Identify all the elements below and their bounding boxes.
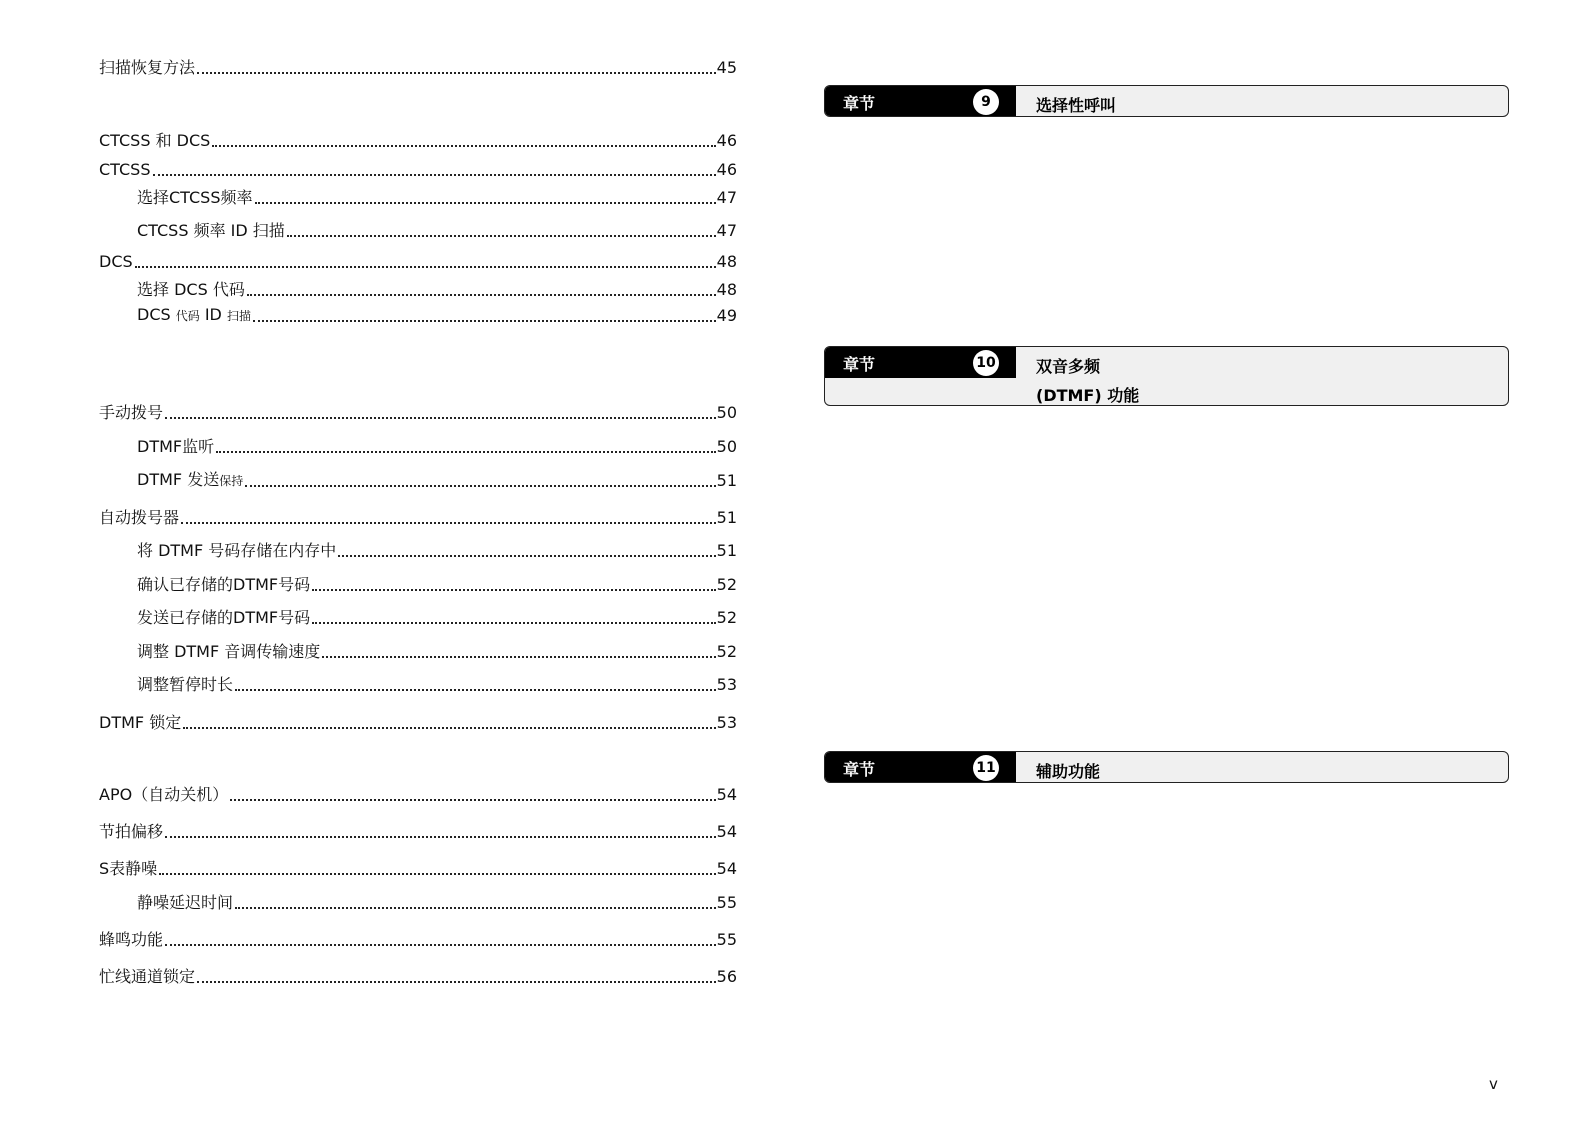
dot-leader: [235, 689, 716, 691]
toc-entry: [99, 502, 737, 528]
dot-leader: [159, 873, 715, 875]
toc-label-part: DTMF 发送: [137, 470, 220, 489]
toc-label: [137, 305, 251, 326]
toc-label: DTMF监听: [137, 437, 215, 456]
chapter-tab: [825, 86, 1016, 117]
dot-leader: [165, 836, 716, 838]
dot-leader: [338, 555, 715, 557]
toc-subentry: [137, 465, 737, 491]
toc-label: 手动拨号: [99, 403, 164, 422]
toc-label: 将 DTMF 号码存储在内存中: [137, 541, 337, 560]
dot-leader: [312, 622, 716, 624]
dot-leader: [255, 202, 716, 204]
toc-page: 48: [716, 280, 737, 299]
toc-page: 52: [716, 608, 737, 627]
toc-label: 调整 DTMF 音调传输速度: [137, 642, 321, 661]
toc-entry: [99, 779, 737, 805]
dot-leader: [287, 235, 716, 237]
dot-leader: [245, 485, 715, 487]
toc-label: 选择CTCSS频率: [137, 188, 253, 207]
toc-page: 46: [716, 160, 737, 179]
toc-subentry: [137, 431, 737, 457]
toc-label: 忙线通道锁定: [99, 967, 196, 986]
chapter-number: 10: [973, 350, 999, 376]
chapter-header-9: [824, 85, 1509, 117]
chapter-word: 章节: [843, 760, 876, 779]
dot-leader: [312, 589, 716, 591]
toc-page: 53: [716, 675, 737, 694]
toc-page: 51: [716, 471, 737, 490]
chapter-word: 章节: [843, 355, 876, 374]
page-number: v: [1489, 1075, 1498, 1093]
chapter-title-line: (DTMF) 功能: [1036, 386, 1140, 405]
toc-subentry: [137, 300, 737, 326]
toc-label: DTMF 锁定: [99, 713, 182, 732]
toc-label: CTCSS 和 DCS: [99, 131, 211, 150]
toc-label: 蜂鸣功能: [99, 930, 164, 949]
toc-label: CTCSS: [99, 160, 151, 179]
toc-entry: [99, 154, 737, 180]
toc-page: 50: [716, 403, 737, 422]
toc-subentry: [137, 887, 737, 913]
toc-page: 51: [716, 508, 737, 527]
toc-entry: [99, 924, 737, 950]
toc-page: 48: [716, 252, 737, 271]
toc-label: S表静噪: [99, 859, 158, 878]
toc-page: 54: [716, 859, 737, 878]
toc-label: [137, 470, 243, 491]
toc-subentry: [137, 535, 737, 561]
chapter-header-10: [824, 346, 1509, 406]
chapter-number: 9: [973, 89, 999, 115]
toc-page: 45: [716, 58, 737, 77]
toc-page: 51: [716, 541, 737, 560]
toc-page: 49: [716, 306, 737, 325]
toc-subentry: [137, 569, 737, 595]
dot-leader: [230, 799, 715, 801]
chapter-tab: [825, 752, 1016, 783]
toc-page: 50: [716, 437, 737, 456]
toc-entry: [99, 397, 737, 423]
dot-leader: [165, 417, 716, 419]
chapter-word: 章节: [843, 94, 876, 113]
toc-label: 节拍偏移: [99, 822, 164, 841]
toc-page: 52: [716, 642, 737, 661]
toc-page: 55: [716, 893, 737, 912]
toc-subentry: [137, 215, 737, 241]
toc-subentry: [137, 182, 737, 208]
dot-leader: [247, 294, 716, 296]
dot-leader: [153, 174, 716, 176]
toc-page: 56: [716, 967, 737, 986]
toc-label: 自动拨号器: [99, 508, 180, 527]
toc-label: 调整暂停时长: [137, 675, 234, 694]
toc-label: 扫描恢复方法: [99, 58, 196, 77]
toc-subentry: [137, 669, 737, 695]
dot-leader: [216, 451, 716, 453]
toc-label-part: DCS: [137, 305, 176, 324]
toc-page: 53: [716, 713, 737, 732]
chapter-title: 辅助功能: [1036, 762, 1101, 781]
dot-leader: [135, 266, 716, 268]
toc-label: CTCSS 频率 ID 扫描: [137, 221, 285, 240]
toc-label-small: 扫描: [226, 309, 251, 323]
chapter-title-line: 双音多频: [1036, 357, 1101, 376]
toc-entry: [99, 246, 737, 272]
toc-page: 54: [716, 822, 737, 841]
dot-leader: [322, 656, 715, 658]
toc-label-small: 保持: [219, 474, 244, 488]
toc-page: 46: [716, 131, 737, 150]
dot-leader: [183, 727, 715, 729]
dot-leader: [165, 944, 716, 946]
chapter-title: 选择性呼叫: [1036, 96, 1117, 115]
dot-leader: [253, 320, 716, 322]
toc-entry: [99, 961, 737, 987]
toc-label: APO（自动关机）: [99, 785, 229, 804]
dot-leader: [212, 145, 715, 147]
toc-page: 47: [716, 188, 737, 207]
toc-entry: [99, 52, 737, 78]
toc-entry: [99, 853, 737, 879]
toc-subentry: [137, 636, 737, 662]
chapter-tab: [825, 347, 1016, 378]
toc-label: 确认已存储的DTMF号码: [137, 575, 311, 594]
toc-page: 55: [716, 930, 737, 949]
chapter-header-11: [824, 751, 1509, 783]
toc-entry: [99, 707, 737, 733]
toc-label: 发送已存储的DTMF号码: [137, 608, 311, 627]
chapter-title: [1036, 352, 1139, 406]
dot-leader: [197, 72, 716, 74]
toc-label: DCS: [99, 252, 133, 271]
toc-page: 54: [716, 785, 737, 804]
dot-leader: [197, 981, 716, 983]
toc-label: 选择 DCS 代码: [137, 280, 245, 299]
toc-page: 52: [716, 575, 737, 594]
toc-label: 静噪延迟时间: [137, 893, 234, 912]
dot-leader: [181, 522, 716, 524]
chapter-number: 11: [973, 755, 999, 781]
toc-entry: [99, 125, 737, 151]
dot-leader: [235, 907, 716, 909]
toc-entry: [99, 816, 737, 842]
toc-label-part: ID: [199, 305, 227, 324]
toc-subentry: [137, 602, 737, 628]
toc-page: 47: [716, 221, 737, 240]
toc-label-small: 代码: [175, 309, 200, 323]
toc-subentry: [137, 274, 737, 300]
